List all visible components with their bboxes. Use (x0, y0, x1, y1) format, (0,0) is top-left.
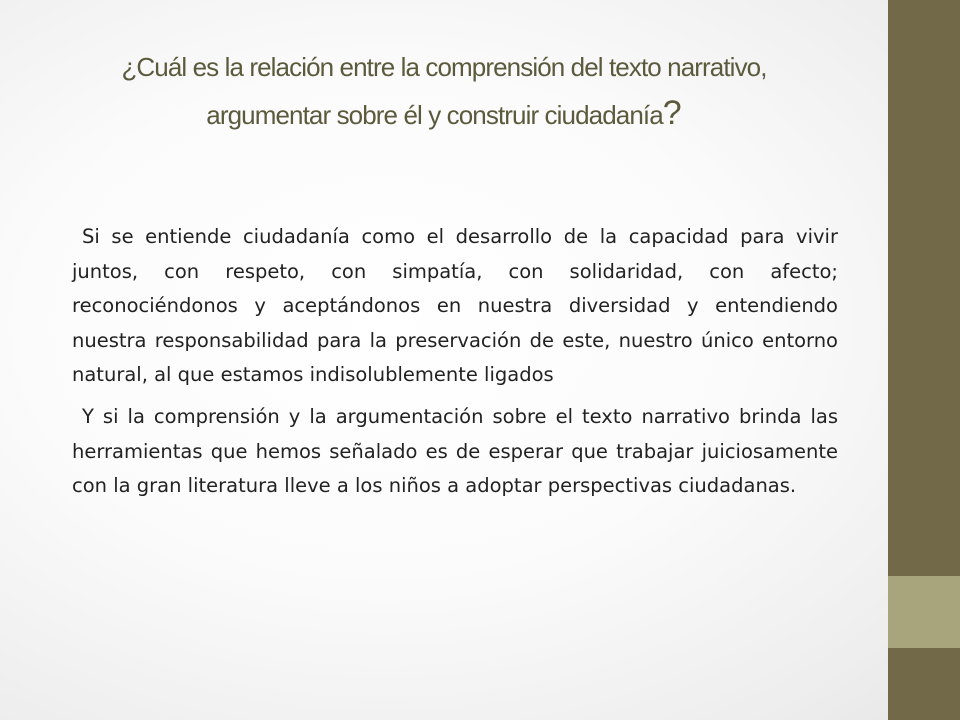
decorative-sidebar (888, 0, 960, 720)
title-line-2-text: argumentar sobre él y construir ciudadanía (206, 100, 663, 130)
sidebar-band-bottom (888, 648, 960, 720)
paragraph-citizenship: Si se entiende ciudadanía como el desarrollo de la capacidad para vivir juntos, con respeto, con simpatía, con solidaridad, con afecto; reconociéndonos y aceptándonos en nuestra diversidad y entendiendo nuestra responsabilidad para la preservación de este, nuestro único entorno natural, al que estamos indisolublemente ligados (72, 225, 838, 387)
sidebar-band-middle (888, 576, 960, 648)
title-line-2 (40, 90, 848, 138)
title-line-1: ¿Cuál es la relación entre la comprensión del texto narrativo, (121, 52, 767, 82)
title-question-mark: ? (662, 94, 682, 132)
slide-body (72, 220, 838, 511)
sidebar-band-top (888, 0, 960, 576)
slide-title (40, 44, 848, 138)
paragraph-comprehension: Y si la comprensión y la argumentación sobre el texto narrativo brinda las herramientas que hemos señalado es de esperar que trabajar juiciosamente con la gran literatura lleve a los niños a adoptar perspectivas ciudadanas. (72, 404, 838, 498)
